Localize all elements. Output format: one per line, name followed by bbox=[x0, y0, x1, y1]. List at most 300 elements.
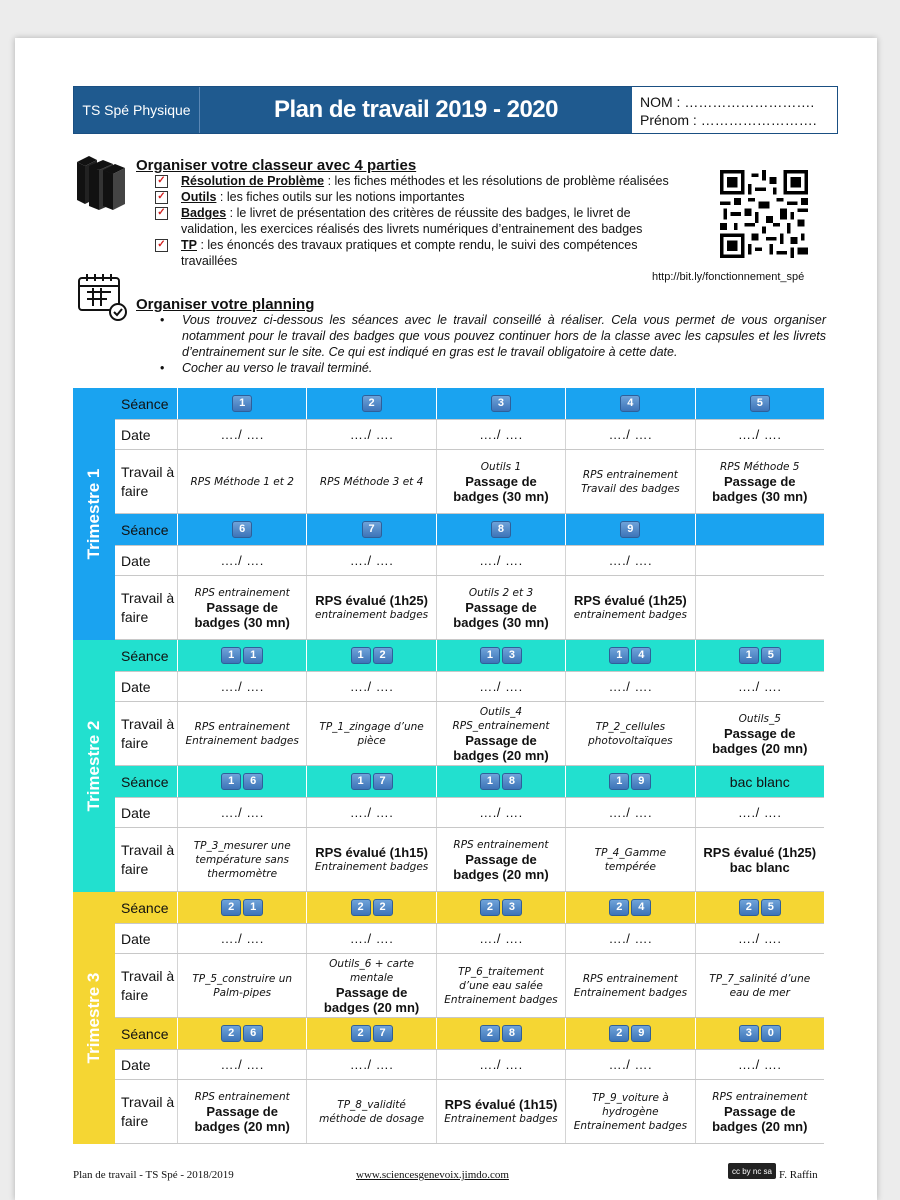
digit-keycap-icon: 1 bbox=[480, 773, 500, 790]
seance-cell bbox=[436, 892, 565, 923]
travail-label: Travail à faire bbox=[121, 841, 175, 877]
travail-italic: Entrainement badges bbox=[314, 861, 429, 873]
travail-content bbox=[572, 1091, 688, 1133]
travail-bold: RPS évalué (1h25) bbox=[574, 593, 687, 608]
seance-number-badge bbox=[480, 899, 522, 916]
date-blank[interactable]: …./ …. bbox=[220, 931, 264, 946]
classeur-item bbox=[155, 189, 685, 205]
seance-row bbox=[115, 892, 824, 924]
travail-bold: Passage de badges (20 mn) bbox=[194, 1103, 290, 1134]
date-blank[interactable]: …./ …. bbox=[479, 679, 523, 694]
date-blank[interactable]: …./ …. bbox=[220, 679, 264, 694]
date-blank[interactable]: …./ …. bbox=[349, 679, 394, 694]
nom-field[interactable]: NOM : ………………………. bbox=[640, 94, 815, 110]
digit-keycap-icon: 4 bbox=[620, 395, 640, 412]
travail-content bbox=[184, 720, 300, 748]
travail-row bbox=[115, 450, 824, 514]
travail-content bbox=[320, 475, 423, 489]
digit-keycap-icon: 2 bbox=[351, 1025, 371, 1042]
seance-cell bbox=[565, 640, 694, 671]
trimester-name: Trimestre 1 bbox=[84, 468, 103, 560]
digit-keycap-icon: 9 bbox=[620, 521, 640, 538]
digit-keycap-icon: 2 bbox=[739, 899, 759, 916]
travail-cell bbox=[177, 702, 306, 765]
travail-cell bbox=[436, 828, 565, 891]
seance-text: bac blanc bbox=[729, 773, 790, 790]
date-row bbox=[115, 1050, 824, 1080]
date-cell[interactable] bbox=[695, 798, 824, 827]
trimester-label bbox=[73, 388, 115, 640]
date-row bbox=[115, 924, 824, 954]
travail-content bbox=[702, 712, 818, 756]
classeur-item-keyword: Résolution de Problème bbox=[181, 174, 325, 188]
date-cell[interactable] bbox=[306, 798, 435, 827]
trimester-name: Trimestre 3 bbox=[84, 972, 103, 1064]
date-blank[interactable]: …./ …. bbox=[738, 427, 782, 442]
digit-keycap-icon: 6 bbox=[243, 1025, 263, 1042]
digit-keycap-icon: 9 bbox=[631, 773, 651, 790]
seance-number-badge bbox=[609, 647, 651, 664]
seance-number-badge bbox=[351, 1025, 393, 1042]
qr-code-icon[interactable] bbox=[720, 170, 808, 258]
calendar-icon bbox=[77, 272, 129, 322]
travail-cell bbox=[565, 576, 694, 639]
checkbox-icon: ✓ bbox=[155, 175, 168, 188]
travail-italic: TP_4_Gamme tempérée bbox=[594, 846, 667, 873]
travail-content bbox=[443, 838, 559, 882]
travail-content bbox=[315, 845, 428, 874]
travail-bold: RPS évalué (1h25) bbox=[315, 593, 428, 608]
digit-keycap-icon: 1 bbox=[232, 395, 252, 412]
travail-italic: RPS entrainement bbox=[194, 586, 290, 599]
date-blank[interactable]: …./ …. bbox=[479, 427, 523, 442]
seance-cell bbox=[695, 1018, 824, 1049]
date-cell[interactable] bbox=[695, 924, 824, 953]
digit-keycap-icon: 1 bbox=[221, 647, 241, 664]
digit-keycap-icon: 0 bbox=[761, 1025, 781, 1042]
travail-bold: Passage de badges (20 mn) bbox=[453, 732, 549, 763]
travail-label: Travail à faire bbox=[121, 463, 175, 499]
classeur-item bbox=[155, 173, 685, 189]
date-blank[interactable]: …./ …. bbox=[608, 931, 653, 946]
date-blank[interactable]: …./ …. bbox=[738, 805, 782, 820]
date-blank[interactable]: …./ …. bbox=[738, 1057, 782, 1072]
travail-cell bbox=[436, 576, 565, 639]
seance-cell bbox=[436, 388, 565, 419]
student-fields bbox=[632, 87, 837, 133]
date-cell[interactable] bbox=[177, 924, 306, 953]
travail-content bbox=[184, 1090, 300, 1134]
seance-row bbox=[115, 388, 824, 420]
travail-italic: Outils_5 bbox=[738, 712, 781, 725]
date-row bbox=[115, 672, 824, 702]
travail-italic: RPS entrainement Entrainement badges bbox=[573, 972, 688, 999]
date-blank[interactable]: …./ …. bbox=[349, 1057, 394, 1072]
classeur-item-keyword: Outils bbox=[181, 190, 217, 204]
date-blank[interactable]: …./ …. bbox=[349, 805, 394, 820]
date-label: Date bbox=[121, 1056, 151, 1073]
travail-italic: RPS entrainement Entrainement badges bbox=[185, 720, 299, 747]
date-row bbox=[115, 546, 824, 576]
digit-keycap-icon: 1 bbox=[351, 647, 371, 664]
digit-keycap-icon: 1 bbox=[243, 899, 263, 916]
digit-keycap-icon: 2 bbox=[373, 899, 393, 916]
travail-label: Travail à faire bbox=[121, 589, 175, 625]
travail-cell bbox=[436, 954, 565, 1017]
seance-label: Séance bbox=[121, 395, 169, 412]
seance-cell bbox=[177, 892, 306, 923]
travail-cell bbox=[177, 1080, 306, 1143]
classeur-item-text: : les énoncés des travaux pratiques et compte rendu, le suivi des compétences travaillées bbox=[181, 238, 638, 268]
travail-content bbox=[443, 460, 559, 504]
classeur-item-text: : le livret de présentation des critères de réussite des badges, le livret de validation, les exercices réalisés des livrets numériques d’entrainement des badges bbox=[181, 206, 643, 236]
classeur-list bbox=[155, 173, 685, 269]
travail-content bbox=[184, 586, 300, 630]
digit-keycap-icon: 5 bbox=[761, 647, 781, 664]
date-cell[interactable] bbox=[565, 546, 694, 575]
seance-number-badge bbox=[221, 647, 263, 664]
date-cell[interactable] bbox=[306, 672, 435, 701]
seance-number-badge bbox=[609, 773, 651, 790]
digit-keycap-icon: 7 bbox=[362, 521, 382, 538]
date-cell[interactable] bbox=[306, 420, 435, 449]
seance-number-badge bbox=[362, 521, 382, 538]
digit-keycap-icon: 2 bbox=[221, 899, 241, 916]
header-bar bbox=[73, 86, 838, 134]
seance-number-badge bbox=[351, 773, 393, 790]
travail-bold: Passage de badges (30 mn) bbox=[712, 473, 808, 504]
footer-author: F. Raffin bbox=[779, 1169, 818, 1181]
date-cell[interactable] bbox=[695, 420, 824, 449]
digit-keycap-icon: 2 bbox=[362, 395, 382, 412]
section-planning-title: Organiser votre planning bbox=[136, 296, 315, 313]
travail-cell bbox=[306, 702, 435, 765]
date-blank[interactable]: …./ …. bbox=[738, 679, 782, 694]
page-title: Plan de travail 2019 - 2020 bbox=[199, 87, 632, 133]
travail-italic: TP_9_voiture à hydrogène Entrainement badges bbox=[573, 1091, 688, 1132]
travail-bold: Passage de badges (30 mn) bbox=[453, 473, 549, 504]
digit-keycap-icon: 3 bbox=[502, 647, 522, 664]
travail-bold: Passage de badges (30 mn) bbox=[194, 599, 290, 630]
seance-number-badge bbox=[221, 899, 263, 916]
travail-content bbox=[444, 1097, 557, 1126]
seance-cell bbox=[177, 514, 306, 545]
digit-keycap-icon: 1 bbox=[243, 647, 263, 664]
travail-italic: TP_3_mesurer une température sans thermomètre bbox=[193, 839, 291, 880]
date-cell[interactable] bbox=[306, 924, 435, 953]
travail-bold: RPS évalué (1h25) bac blanc bbox=[703, 844, 817, 875]
travail-cell bbox=[565, 1080, 694, 1143]
date-blank[interactable]: …./ …. bbox=[220, 805, 264, 820]
travail-italic: TP_8_validité méthode de dosage bbox=[319, 1098, 425, 1125]
travail-content bbox=[184, 972, 300, 1000]
footer-left: Plan de travail - TS Spé - 2018/2019 bbox=[73, 1169, 234, 1181]
digit-keycap-icon: 3 bbox=[491, 395, 511, 412]
seance-number-badge bbox=[480, 773, 522, 790]
seance-cell bbox=[306, 766, 435, 797]
travail-italic: RPS Méthode 5 bbox=[720, 460, 800, 473]
digit-keycap-icon: 9 bbox=[631, 1025, 651, 1042]
travail-cell bbox=[306, 954, 435, 1017]
fonctionnement-link[interactable]: http://bit.ly/fonctionnement_spé bbox=[652, 271, 805, 283]
travail-row bbox=[115, 1080, 824, 1144]
date-cell[interactable] bbox=[436, 546, 565, 575]
travail-italic: RPS entrainement bbox=[453, 838, 549, 851]
date-blank[interactable]: …./ …. bbox=[608, 805, 653, 820]
seance-number-badge bbox=[609, 899, 651, 916]
seance-cell bbox=[565, 388, 694, 419]
date-cell[interactable] bbox=[177, 546, 306, 575]
travail-content bbox=[443, 965, 559, 1007]
travail-italic: TP_7_salinité d’une eau de mer bbox=[709, 972, 811, 999]
travail-content bbox=[315, 593, 428, 622]
checkbox-icon: ✓ bbox=[155, 207, 168, 220]
date-blank[interactable]: …./ …. bbox=[220, 1057, 264, 1072]
date-cell[interactable] bbox=[436, 924, 565, 953]
date-label: Date bbox=[121, 804, 151, 821]
digit-keycap-icon: 8 bbox=[491, 521, 511, 538]
date-cell[interactable] bbox=[436, 672, 565, 701]
digit-keycap-icon: 5 bbox=[750, 395, 770, 412]
travail-cell bbox=[695, 576, 824, 639]
date-cell[interactable] bbox=[306, 1050, 435, 1079]
seance-cell bbox=[695, 514, 824, 545]
seance-cell bbox=[306, 1018, 435, 1049]
digit-keycap-icon: 5 bbox=[761, 899, 781, 916]
checkbox-icon: ✓ bbox=[155, 239, 168, 252]
seance-number-badge bbox=[221, 1025, 263, 1042]
date-cell[interactable] bbox=[436, 798, 565, 827]
seance-cell bbox=[565, 766, 694, 797]
prenom-field[interactable]: Prénom : ……………………. bbox=[640, 112, 817, 128]
digit-keycap-icon: 1 bbox=[480, 647, 500, 664]
date-blank[interactable]: …./ …. bbox=[608, 553, 653, 568]
digit-keycap-icon: 1 bbox=[739, 647, 759, 664]
date-blank[interactable]: …./ …. bbox=[608, 427, 653, 442]
date-blank[interactable]: …./ …. bbox=[349, 553, 394, 568]
seance-cell bbox=[177, 766, 306, 797]
date-cell[interactable] bbox=[695, 1050, 824, 1079]
travail-bold: RPS évalué (1h15) bbox=[315, 845, 428, 860]
seance-cell bbox=[695, 388, 824, 419]
travail-italic: Outils 1 bbox=[480, 460, 522, 473]
classeur-item-text: : les fiches outils sur les notions importantes bbox=[216, 190, 465, 204]
trimester-label bbox=[73, 892, 115, 1144]
date-cell[interactable] bbox=[436, 420, 565, 449]
seance-label: Séance bbox=[121, 899, 169, 916]
date-blank[interactable]: …./ …. bbox=[479, 805, 523, 820]
seance-cell bbox=[695, 640, 824, 671]
date-cell[interactable] bbox=[177, 672, 306, 701]
date-cell[interactable] bbox=[306, 546, 435, 575]
date-cell[interactable] bbox=[565, 1050, 694, 1079]
travail-content bbox=[443, 705, 559, 763]
travail-cell bbox=[177, 450, 306, 513]
travail-cell bbox=[695, 702, 824, 765]
date-blank[interactable]: …./ …. bbox=[220, 427, 264, 442]
digit-keycap-icon: 2 bbox=[609, 1025, 629, 1042]
travail-cell bbox=[695, 954, 824, 1017]
date-blank[interactable]: …./ …. bbox=[479, 553, 523, 568]
digit-keycap-icon: 2 bbox=[480, 899, 500, 916]
date-cell[interactable] bbox=[177, 420, 306, 449]
seance-number-badge bbox=[739, 899, 781, 916]
travail-content bbox=[572, 468, 688, 496]
date-cell[interactable] bbox=[565, 420, 694, 449]
travail-cell bbox=[436, 1080, 565, 1143]
travail-italic: RPS Méthode 3 et 4 bbox=[319, 475, 424, 488]
travail-bold: Passage de badges (20 mn) bbox=[453, 851, 549, 882]
digit-keycap-icon: 4 bbox=[631, 899, 651, 916]
travail-label: Travail à faire bbox=[121, 1093, 175, 1129]
travail-label: Travail à faire bbox=[121, 715, 175, 751]
travail-content bbox=[572, 720, 688, 748]
travail-cell bbox=[565, 450, 694, 513]
date-cell[interactable] bbox=[695, 672, 824, 701]
seance-label: Séance bbox=[121, 647, 169, 664]
travail-cell bbox=[436, 702, 565, 765]
seance-row bbox=[115, 514, 824, 546]
checkbox-icon: ✓ bbox=[155, 191, 168, 204]
date-blank[interactable]: …./ …. bbox=[349, 931, 394, 946]
digit-keycap-icon: 1 bbox=[221, 773, 241, 790]
travail-cell bbox=[177, 828, 306, 891]
travail-cell bbox=[436, 450, 565, 513]
digit-keycap-icon: 6 bbox=[243, 773, 263, 790]
digit-keycap-icon: 3 bbox=[739, 1025, 759, 1042]
seance-label: Séance bbox=[121, 773, 169, 790]
digit-keycap-icon: 7 bbox=[373, 1025, 393, 1042]
classeur-item bbox=[155, 237, 685, 269]
digit-keycap-icon: 8 bbox=[502, 773, 522, 790]
seance-cell bbox=[565, 1018, 694, 1049]
date-blank[interactable]: …./ …. bbox=[608, 679, 653, 694]
date-blank[interactable]: …./ …. bbox=[479, 1057, 523, 1072]
travail-cell bbox=[306, 828, 435, 891]
travail-cell bbox=[565, 828, 694, 891]
seance-number-badge bbox=[620, 521, 640, 538]
seance-cell bbox=[306, 892, 435, 923]
travail-row bbox=[115, 954, 824, 1018]
seance-number-badge bbox=[480, 1025, 522, 1042]
date-blank[interactable]: …./ …. bbox=[608, 1057, 653, 1072]
travail-content bbox=[190, 475, 293, 489]
date-label: Date bbox=[121, 930, 151, 947]
seance-cell bbox=[177, 1018, 306, 1049]
seance-label: Séance bbox=[121, 1025, 169, 1042]
seance-row bbox=[115, 1018, 824, 1050]
travail-content bbox=[443, 586, 559, 630]
digit-keycap-icon: 2 bbox=[351, 899, 371, 916]
travail-italic: entrainement badges bbox=[314, 609, 429, 621]
date-cell[interactable] bbox=[177, 798, 306, 827]
travail-cell bbox=[306, 1080, 435, 1143]
travail-italic: TP_5_construire un Palm-pipes bbox=[192, 972, 293, 999]
travail-cell bbox=[695, 450, 824, 513]
travail-content bbox=[702, 1090, 818, 1134]
digit-keycap-icon: 1 bbox=[609, 647, 629, 664]
seance-cell bbox=[177, 388, 306, 419]
travail-content bbox=[572, 846, 688, 874]
travail-cell bbox=[695, 828, 824, 891]
travail-italic: RPS entrainement bbox=[194, 1090, 290, 1103]
travail-content bbox=[702, 460, 818, 504]
date-blank[interactable]: …./ …. bbox=[738, 931, 782, 946]
travail-content bbox=[702, 972, 818, 1000]
seance-cell bbox=[177, 640, 306, 671]
seance-cell bbox=[306, 388, 435, 419]
date-cell bbox=[695, 546, 824, 575]
cc-license-badge: cc by nc sa bbox=[728, 1163, 776, 1179]
seance-number-badge bbox=[750, 395, 770, 412]
travail-bold: Passage de badges (20 mn) bbox=[712, 1103, 808, 1134]
seance-cell bbox=[695, 766, 824, 797]
seance-cell bbox=[436, 766, 565, 797]
travail-bold: Passage de badges (20 mn) bbox=[712, 725, 808, 756]
planning-list bbox=[160, 312, 826, 376]
digit-keycap-icon: 2 bbox=[373, 647, 393, 664]
travail-italic: RPS entrainement bbox=[712, 1090, 808, 1103]
seance-number-badge bbox=[609, 1025, 651, 1042]
seance-number-badge bbox=[221, 773, 263, 790]
trimester-name: Trimestre 2 bbox=[84, 720, 103, 812]
date-cell[interactable] bbox=[177, 1050, 306, 1079]
seance-cell bbox=[695, 892, 824, 923]
seance-number-badge bbox=[351, 647, 393, 664]
digit-keycap-icon: 1 bbox=[609, 773, 629, 790]
travail-content bbox=[574, 593, 687, 622]
classeur-item-text: : les fiches méthodes et les résolutions de problème réalisées bbox=[324, 174, 669, 188]
travail-italic: Outils_4 RPS_entrainement bbox=[452, 705, 550, 732]
planning-note: • Vous trouvez ci-dessous les séances avec le travail conseillé à réaliser. Cela vous permet de vous organiser notamment pour le travail des badges que vous pouvez continuer hors de la classe avec les capsules et les livrets d’entrainement sur le site. Ce qui est indiqué en gras est le travail obligatoire à cette date. bbox=[160, 312, 826, 360]
digit-keycap-icon: 7 bbox=[373, 773, 393, 790]
seance-cell bbox=[436, 1018, 565, 1049]
digit-keycap-icon: 2 bbox=[609, 899, 629, 916]
travail-italic: TP_2_cellules photovoltaïques bbox=[588, 720, 673, 747]
travail-content bbox=[313, 720, 429, 748]
digit-keycap-icon: 2 bbox=[221, 1025, 241, 1042]
travail-cell bbox=[177, 954, 306, 1017]
course-label: TS Spé Physique bbox=[74, 87, 199, 133]
seance-cell bbox=[306, 514, 435, 545]
date-cell[interactable] bbox=[565, 672, 694, 701]
date-cell[interactable] bbox=[436, 1050, 565, 1079]
seance-label: Séance bbox=[121, 521, 169, 538]
travail-bold: RPS évalué (1h15) bbox=[444, 1097, 558, 1112]
travail-content bbox=[313, 957, 429, 1015]
footer-website-link[interactable]: www.sciencesgenevoix.jimdo.com bbox=[356, 1169, 509, 1181]
travail-cell bbox=[306, 576, 435, 639]
travail-cell bbox=[177, 576, 306, 639]
travail-italic: entrainement badges bbox=[573, 609, 687, 621]
date-blank[interactable]: …./ …. bbox=[349, 427, 394, 442]
travail-row bbox=[115, 828, 824, 892]
seance-number-badge bbox=[232, 395, 252, 412]
date-blank[interactable]: …./ …. bbox=[479, 931, 523, 946]
seance-row bbox=[115, 766, 824, 798]
seance-number-badge bbox=[480, 647, 522, 664]
classeur-item bbox=[155, 205, 685, 237]
seance-number-badge bbox=[491, 521, 511, 538]
section-classeur-title: Organiser votre classeur avec 4 parties bbox=[136, 157, 417, 174]
digit-keycap-icon: 4 bbox=[631, 647, 651, 664]
travail-italic: Outils_6 + carte mentale bbox=[329, 957, 415, 984]
travail-bold: Passage de badges (20 mn) bbox=[323, 984, 420, 1015]
date-cell[interactable] bbox=[565, 924, 694, 953]
date-cell[interactable] bbox=[565, 798, 694, 827]
date-blank[interactable]: …./ …. bbox=[220, 553, 264, 568]
travail-cell bbox=[695, 1080, 824, 1143]
